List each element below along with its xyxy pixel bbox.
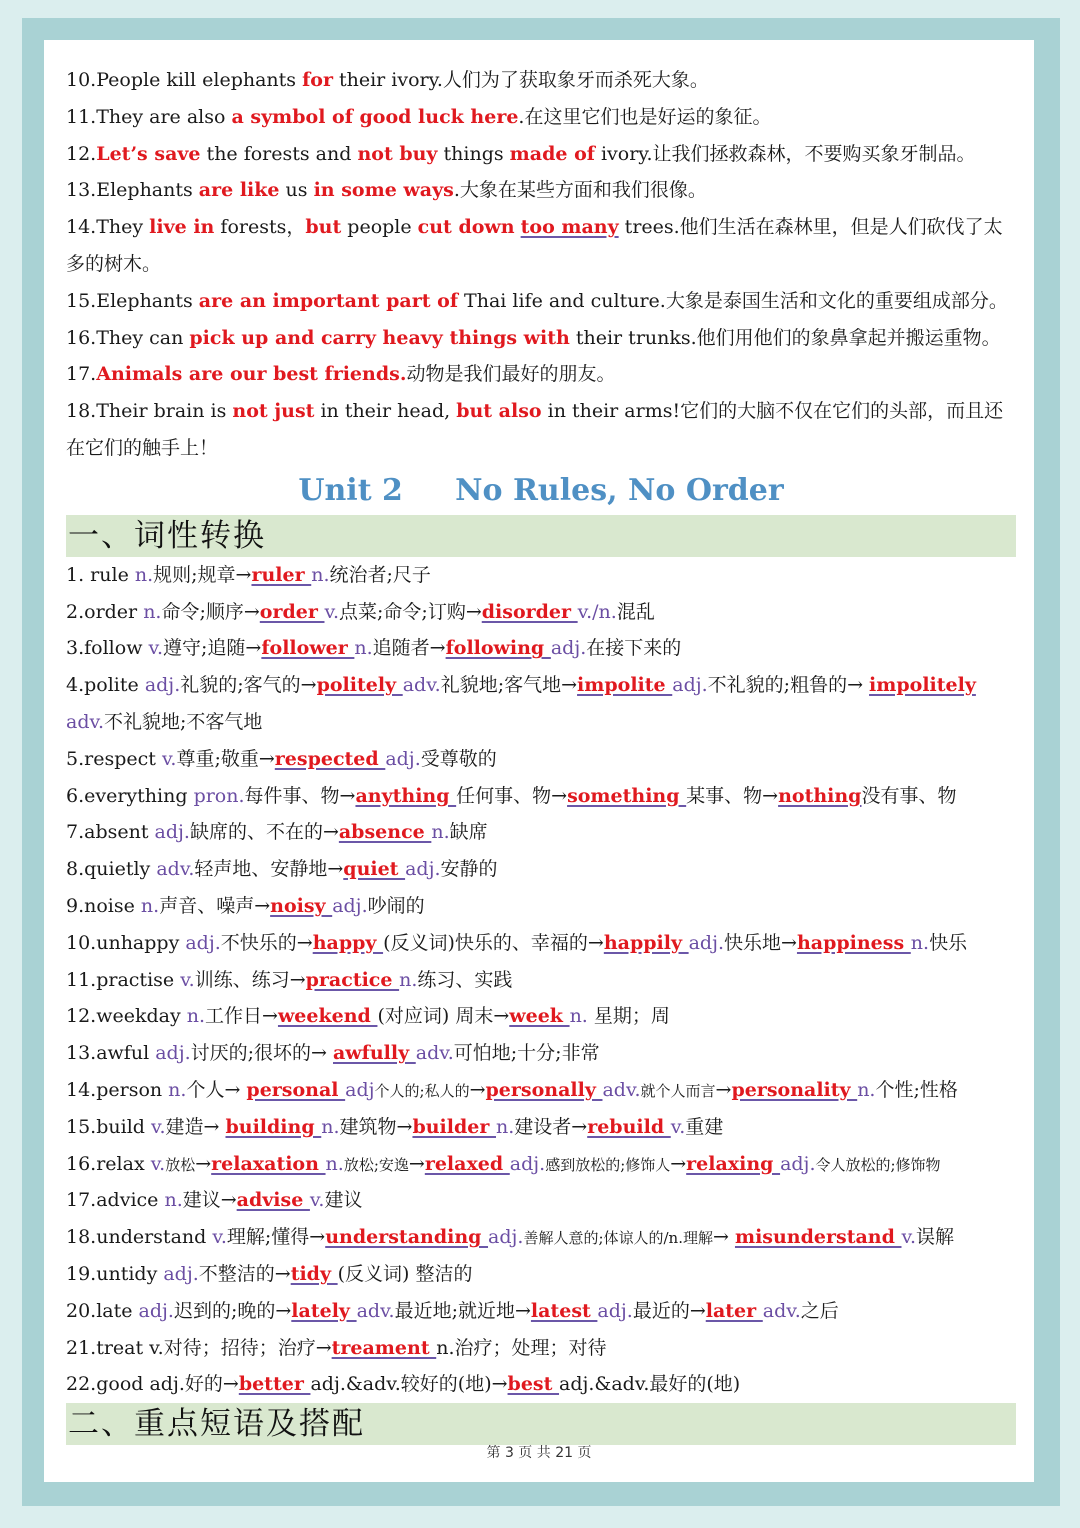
word-form-item [66, 962, 1016, 999]
word-form-item [66, 851, 1016, 888]
answer-word: follower [261, 637, 355, 660]
text-segment: 11.practise [66, 968, 181, 991]
text-segment: → [469, 1078, 486, 1101]
part-of-speech: adj. [509, 1152, 546, 1175]
part-of-speech: adj [345, 1078, 375, 1101]
sentence-item [66, 62, 1016, 99]
answer-word: quiet [343, 858, 406, 881]
text-segment: 不整洁的→ [198, 1262, 291, 1285]
text-segment: (对应词) 周末→ [377, 1005, 510, 1028]
text-segment: → [715, 1078, 732, 1101]
text-segment: 16.relax [66, 1152, 151, 1175]
part-of-speech: adv. [156, 858, 195, 881]
key-phrase: are like [198, 179, 280, 202]
text-segment: → [670, 1152, 687, 1175]
small-gloss: 善解人意的;体谅人的/n.理解 [523, 1229, 713, 1248]
answer-word: happiness [796, 931, 911, 954]
part-of-speech: n. [134, 563, 154, 586]
answer-word: absence [338, 821, 432, 844]
text-segment: 最近地;就近地→ [394, 1299, 531, 1322]
small-gloss: 感到放松的;修饰人 [545, 1155, 671, 1174]
answer-word: personal [246, 1078, 346, 1101]
answer-word: later [705, 1299, 763, 1322]
section-heading-word-forms: 一、词性转换 [66, 515, 1016, 557]
word-form-item [66, 1072, 1016, 1109]
text-segment: things [437, 142, 510, 165]
answer-word: impolite [577, 674, 673, 697]
answer-word: ruler [251, 563, 312, 586]
key-phrase: Let’s save [96, 142, 201, 165]
text-segment: in their arms!它们的大脑不仅在它们的头部，而且还在它们的触手上！ [66, 400, 1004, 459]
answer-word: practice [305, 968, 400, 991]
answer-word: following [445, 637, 551, 660]
text-segment: 重建 [685, 1115, 724, 1138]
text-segment: 安静的 [440, 858, 498, 881]
key-phrase: not buy [357, 142, 438, 165]
text-segment: (反义词) 整洁的 [337, 1262, 473, 1285]
sentence-list [66, 62, 1016, 467]
text-segment: 12.weekday [66, 1005, 187, 1028]
key-phrase: cut down [417, 216, 515, 239]
text-segment: 7.absent [66, 821, 155, 844]
answer-word: advise [236, 1189, 310, 1212]
text-segment: 声音、噪声→ [159, 894, 271, 917]
text-segment: .在这里它们也是好运的象征。 [518, 105, 772, 128]
part-of-speech: n. [168, 1078, 187, 1101]
text-segment: 理解;懂得→ [226, 1226, 326, 1249]
text-segment: us [279, 179, 314, 202]
part-of-speech: n. [910, 931, 930, 954]
key-phrase: but also [456, 400, 542, 423]
text-segment: 练习、实践 [417, 968, 513, 991]
word-form-item [66, 630, 1016, 667]
answer-word: better [238, 1373, 311, 1396]
key-phrase: not just [232, 400, 315, 423]
word-form-item [66, 1109, 1016, 1146]
text-segment: 命令;顺序→ [161, 600, 260, 623]
text-segment: 建设者→ [514, 1115, 588, 1138]
sentence-item [66, 209, 1016, 283]
key-phrase: live in [149, 216, 215, 239]
part-of-speech: adj. [780, 1152, 816, 1175]
word-form-item [66, 594, 1016, 631]
answer-word: nothing [778, 784, 862, 807]
text-segment: 个人→ [186, 1078, 247, 1101]
page-footer: 第 3 页 共 21 页 [486, 1445, 592, 1461]
text-segment: 13.awful [66, 1042, 156, 1065]
text-segment: 点菜;命令;订购→ [339, 600, 482, 623]
part-of-speech: adj. [672, 674, 708, 697]
word-form-item [66, 741, 1016, 778]
text-segment: trees.他们生活在森林里，但是人们砍伐了太多的树木。 [66, 216, 1003, 275]
answer-word: personality [731, 1078, 858, 1101]
text-segment: 迟到的;晚的→ [173, 1299, 292, 1322]
part-of-speech: n. [325, 1152, 344, 1175]
sentence-item [66, 99, 1016, 136]
text-segment: n.治疗；处理；对待 [436, 1336, 607, 1359]
answer-word: weekend [277, 1005, 378, 1028]
part-of-speech: v./n. [577, 600, 617, 623]
part-of-speech: v. [180, 968, 195, 991]
text-segment: 快乐 [929, 931, 968, 954]
word-form-item [66, 1035, 1016, 1072]
part-of-speech: n. [496, 1115, 515, 1138]
text-segment: 10.unhappy [66, 931, 186, 954]
part-of-speech: n. [321, 1115, 340, 1138]
text-segment: 6.everything [66, 784, 194, 807]
answer-word: disorder [481, 600, 578, 623]
sentence-item [66, 320, 1016, 357]
text-segment: 快乐地→ [724, 931, 797, 954]
part-of-speech: adj. [138, 1299, 174, 1322]
answer-word: latest [530, 1299, 598, 1322]
key-phrase: in some ways [313, 179, 454, 202]
text-segment: 统治者;尺子 [329, 563, 431, 586]
text-segment: 工作日→ [205, 1005, 278, 1028]
part-of-speech: adv. [415, 1042, 454, 1065]
text-segment: 礼貌地;客气地→ [440, 674, 578, 697]
text-segment: 10.People kill elephants [66, 69, 303, 91]
text-segment: 1. rule [66, 563, 135, 586]
text-segment: 建造→ [165, 1115, 226, 1138]
text-segment: 4.polite [66, 674, 145, 697]
text-segment: 5.respect [66, 747, 162, 770]
part-of-speech: adj. [163, 1262, 199, 1285]
text-segment: 15.build [66, 1115, 151, 1138]
text-segment: 建筑物→ [339, 1115, 413, 1138]
text-segment: 建议 [324, 1189, 363, 1212]
part-of-speech: adj. [144, 674, 181, 697]
answer-word: personally [485, 1078, 603, 1101]
text-segment: the forests and [200, 142, 358, 165]
word-form-item [66, 1146, 1016, 1183]
text-segment: 19.untidy [66, 1262, 164, 1285]
answer-word: best [507, 1373, 560, 1396]
text-segment: 受尊敬的 [420, 747, 497, 770]
text-segment: → [408, 1152, 425, 1175]
text-segment: 尊重;敬重→ [176, 747, 275, 770]
part-of-speech: n. [311, 563, 330, 586]
part-of-speech: adj. [688, 931, 725, 954]
text-segment: 不礼貌地;不客气地 [104, 710, 263, 733]
part-of-speech: v. [212, 1226, 227, 1249]
part-of-speech: adj. [597, 1299, 633, 1322]
text-segment: 轻声地、安静地→ [194, 858, 344, 881]
part-of-speech: n. [569, 1005, 588, 1028]
answer-word: relaxing [686, 1152, 781, 1175]
text-segment: 误解 [916, 1226, 955, 1249]
text-segment: 某事、物→ [686, 784, 779, 807]
text-segment: 训练、练习→ [194, 968, 306, 991]
text-segment: 8.quietly [66, 858, 157, 881]
part-of-speech: adv. [762, 1299, 801, 1322]
part-of-speech: v. [150, 1152, 166, 1175]
text-segment: in their head, [314, 400, 457, 423]
sentence-item [66, 172, 1016, 209]
answer-word: noisy [270, 894, 333, 917]
text-segment: 最近的→ [632, 1299, 706, 1322]
small-gloss: 放松;安逸 [343, 1155, 409, 1174]
part-of-speech: n. [164, 1189, 183, 1212]
small-gloss: 就个人而言 [640, 1081, 716, 1100]
part-of-speech: v. [324, 600, 340, 623]
part-of-speech: adj. [550, 637, 587, 660]
text-segment: 3.follow [66, 637, 149, 660]
answer-word: anything [355, 784, 457, 807]
text-segment: 每件事、物→ [244, 784, 356, 807]
text-segment: 18.Their brain is [66, 400, 233, 423]
answer-word: respected [274, 747, 386, 770]
text-segment: .大象在某些方面和我们很像。 [453, 179, 707, 202]
word-form-item [66, 998, 1016, 1035]
part-of-speech: adj. [332, 894, 368, 917]
part-of-speech: n. [140, 894, 160, 917]
part-of-speech: adj. [154, 821, 190, 844]
text-segment: 吵闹的 [367, 894, 425, 917]
text-segment: 动物是我们最好的朋友。 [406, 363, 616, 386]
key-phrase: are an important part of [198, 289, 458, 312]
answer-word: lately [291, 1299, 357, 1322]
part-of-speech: n. [857, 1078, 876, 1101]
text-segment: 规则;规章→ [153, 563, 252, 586]
answer-word: tidy [290, 1262, 338, 1285]
text-segment: 14.They [66, 216, 150, 239]
text-segment: 建议→ [182, 1189, 237, 1212]
word-form-item [66, 1256, 1016, 1293]
text-segment: their trunks.他们用他们的象鼻拿起并搬运重物。 [569, 326, 1001, 349]
word-form-item [66, 1330, 1016, 1367]
word-form-item [66, 1182, 1016, 1219]
part-of-speech: v. [161, 747, 177, 770]
text-segment: 之后 [800, 1299, 839, 1322]
text-segment: (反义词)快乐的、幸福的→ [383, 931, 604, 954]
part-of-speech: adv. [356, 1299, 395, 1322]
text-segment: 17.advice [66, 1189, 165, 1212]
text-segment: 14.person [66, 1078, 169, 1101]
word-form-item [66, 1219, 1016, 1256]
answer-word: relaxation [211, 1152, 326, 1175]
key-phrase: pick up and carry heavy things with [189, 326, 570, 349]
unit-title: Unit 2 No Rules, No Order [298, 472, 784, 508]
word-form-item [66, 814, 1016, 851]
text-segment: 混乱 [616, 600, 655, 623]
text-segment: → [713, 1226, 735, 1249]
word-form-item [66, 667, 1016, 741]
sentence-item [66, 283, 1016, 320]
text-segment: Thai life and culture.大象是泰国生活和文化的重要组成部分。 [458, 289, 1008, 312]
text-segment: 15.Elephants [66, 289, 199, 312]
text-segment: adj.&adv.最好的(地) [559, 1373, 741, 1396]
text-segment: forests， [214, 216, 306, 239]
text-segment: 讨厌的;很坏的→ [190, 1042, 333, 1065]
answer-word: understanding [325, 1226, 489, 1249]
text-segment: → [195, 1152, 212, 1175]
answer-word: order [259, 600, 325, 623]
part-of-speech: adv. [402, 674, 441, 697]
text-segment: their ivory.人们为了获取象牙而杀死大象。 [332, 69, 709, 91]
part-of-speech: adv. [66, 710, 105, 733]
answer-word: happy [312, 931, 384, 954]
answer-word: relaxed [424, 1152, 510, 1175]
part-of-speech: n. [186, 1005, 206, 1028]
key-phrase: Animals are our best friends. [96, 363, 407, 386]
answer-word: impolitely [869, 674, 976, 697]
answer-word: rebuild [587, 1115, 671, 1138]
part-of-speech: v. [150, 1115, 166, 1138]
text-segment: 在接下来的 [586, 637, 682, 660]
text-segment: 追随者→ [372, 637, 446, 660]
answer-word: something [567, 784, 687, 807]
part-of-speech: v. [309, 1189, 325, 1212]
text-segment: adj.&adv.较好的(地)→ [310, 1373, 508, 1396]
text-segment: 不快乐的→ [220, 931, 313, 954]
text-segment: 缺席的、不在的→ [189, 821, 339, 844]
part-of-speech: adj. [385, 747, 421, 770]
text-segment: 礼貌的;客气的→ [180, 674, 317, 697]
part-of-speech: n. [354, 637, 373, 660]
answer-word: happily [603, 931, 689, 954]
answer-word: too many [520, 216, 619, 239]
section-heading-phrases: 二、重点短语及搭配 [66, 1403, 1016, 1445]
part-of-speech: pron. [193, 784, 245, 807]
part-of-speech: adj. [405, 858, 441, 881]
text-segment: people [341, 216, 418, 239]
key-phrase: a symbol of good luck here [231, 105, 519, 128]
part-of-speech: adv. [602, 1078, 641, 1101]
page-content [66, 62, 1016, 1445]
part-of-speech: n. [399, 968, 418, 991]
text-segment: 17. [66, 363, 97, 386]
key-phrase: made of [509, 142, 595, 165]
answer-word: week [509, 1005, 570, 1028]
part-of-speech: v. [901, 1226, 917, 1249]
text-segment: 不礼貌的;粗鲁的→ [707, 674, 870, 697]
word-form-item [66, 1293, 1016, 1330]
text-segment: 16.They can [66, 326, 190, 349]
word-form-item [66, 1366, 1016, 1403]
sentence-item [66, 356, 1016, 393]
text-segment: 个性;性格 [875, 1078, 958, 1101]
text-segment: 21.treat v.对待；招待；治疗→ [66, 1336, 332, 1359]
small-gloss: 令人放松的;修饰物 [815, 1155, 941, 1174]
text-segment: 2.order [66, 600, 144, 623]
part-of-speech: v. [670, 1115, 686, 1138]
part-of-speech: n. [431, 821, 450, 844]
text-segment: 22.good adj.好的→ [66, 1373, 239, 1396]
key-phrase: for [302, 69, 333, 91]
word-form-item [66, 888, 1016, 925]
answer-word: builder [412, 1115, 496, 1138]
answer-word: politely [316, 674, 403, 697]
sentence-item [66, 136, 1016, 173]
sentence-item [66, 393, 1016, 467]
word-form-item [66, 778, 1016, 815]
part-of-speech: adj. [155, 1042, 191, 1065]
text-segment: 没有事、物 [861, 784, 957, 807]
word-form-item [66, 925, 1016, 962]
word-form-list [66, 557, 1016, 1403]
answer-word: treament [331, 1336, 437, 1359]
part-of-speech: adj. [185, 931, 221, 954]
text-segment: 任何事、物→ [456, 784, 568, 807]
part-of-speech: adj. [488, 1226, 524, 1249]
document-page [44, 40, 1034, 1482]
text-segment: ivory.让我们拯救森林，不要购买象牙制品。 [594, 142, 976, 165]
text-segment: 缺席 [449, 821, 488, 844]
text-segment: 11.They are also [66, 105, 232, 128]
small-gloss: 放松 [165, 1155, 196, 1174]
answer-word: misunderstand [734, 1226, 902, 1249]
text-segment: 遵守;追随→ [163, 637, 262, 660]
small-gloss: 个人的;私人的 [374, 1081, 470, 1100]
part-of-speech: n. [143, 600, 162, 623]
text-segment: 18.understand [66, 1226, 213, 1249]
text-segment: 星期；周 [587, 1005, 670, 1028]
answer-word: awfully [333, 1042, 416, 1065]
key-phrase: but [305, 216, 342, 239]
text-segment: 20.late [66, 1299, 139, 1322]
text-segment: 9.noise [66, 894, 141, 917]
part-of-speech: v. [148, 637, 164, 660]
answer-word: building [225, 1115, 322, 1138]
text-segment: 13.Elephants [66, 179, 199, 202]
text-segment: 12. [66, 142, 97, 165]
word-form-item [66, 557, 1016, 594]
text-segment: 可怕地;十分;非常 [453, 1042, 600, 1065]
